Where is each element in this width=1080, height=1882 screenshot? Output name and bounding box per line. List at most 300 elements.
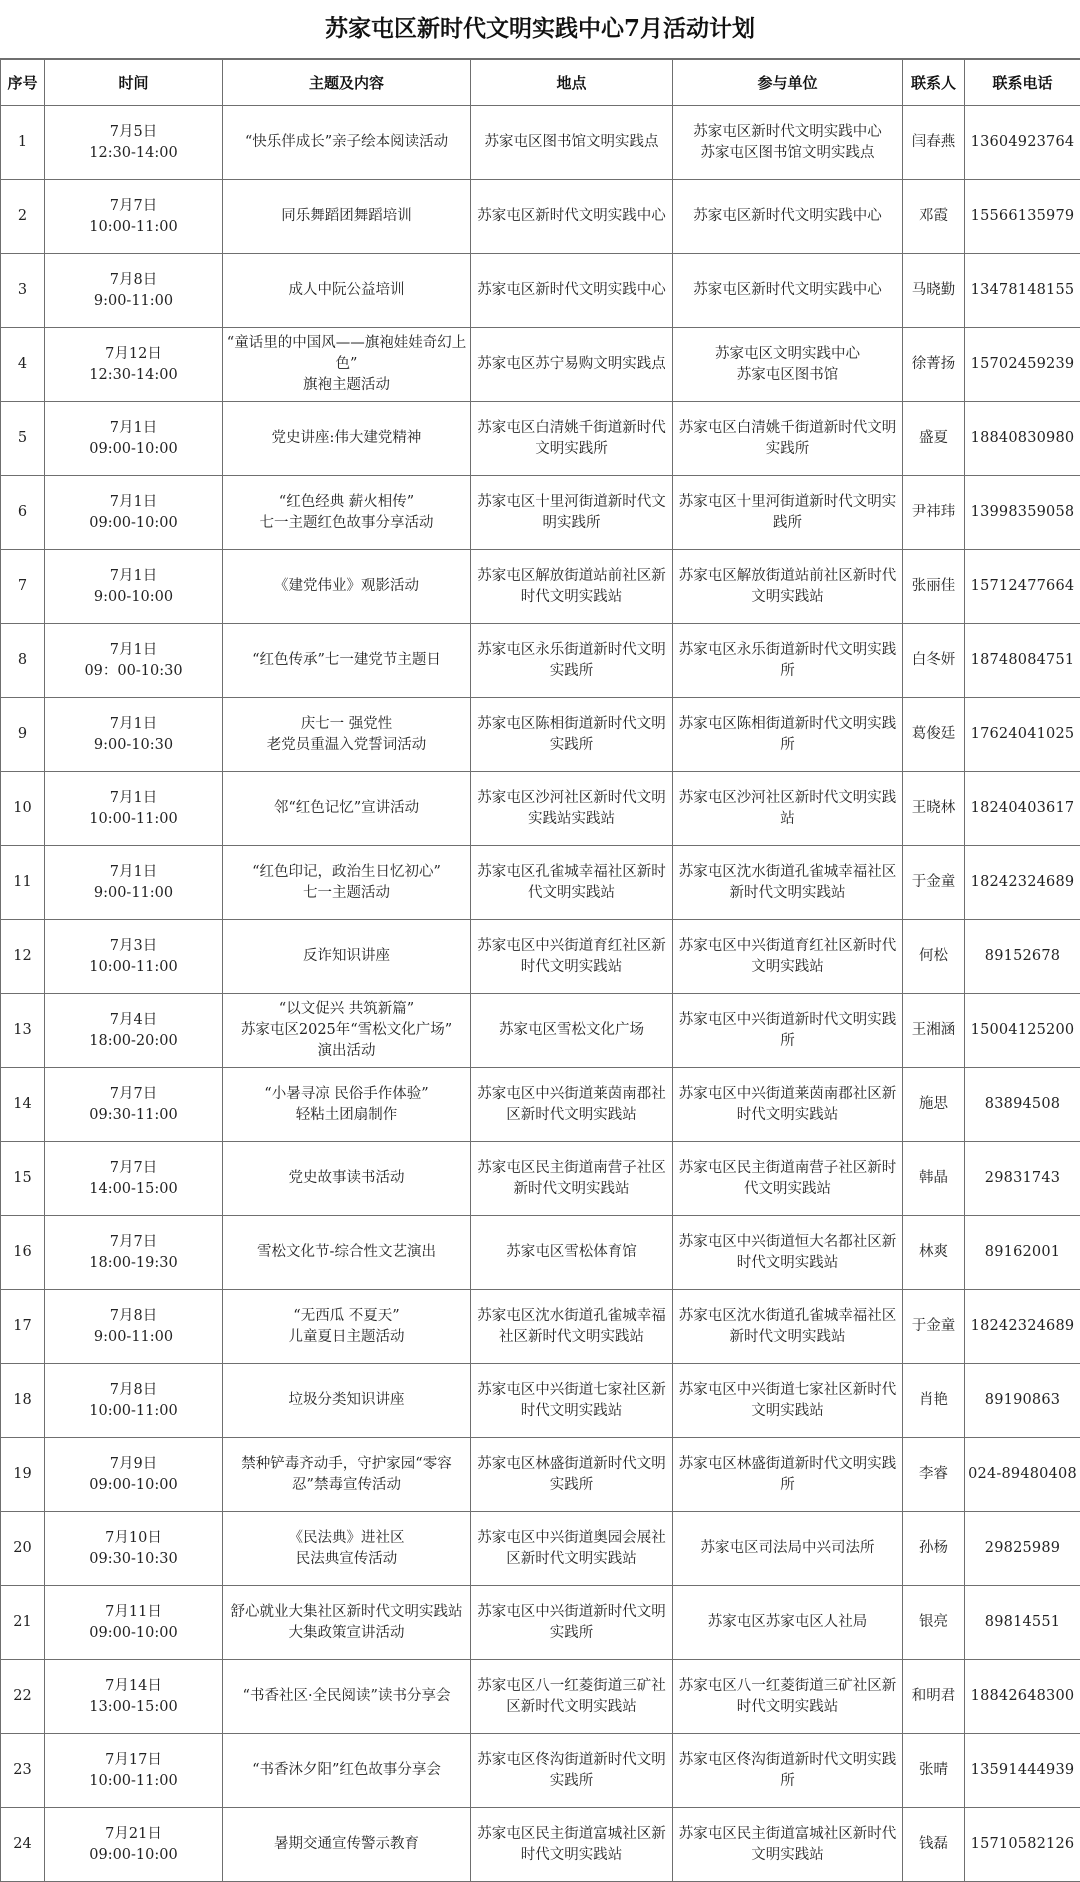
row-date: 7月1日: [48, 714, 219, 735]
row-contact: 王湘涵: [903, 994, 965, 1068]
row-time: [45, 1068, 223, 1142]
row-date: 7月1日: [48, 492, 219, 513]
row-phone: 15702459239: [965, 328, 1080, 402]
row-time-range: 9:00-11:00: [48, 883, 219, 904]
row-date: 7月11日: [48, 1602, 219, 1623]
row-number: 21: [1, 1586, 45, 1660]
row-date: 7月21日: [48, 1824, 219, 1845]
row-place-line: 苏家屯区林盛街道新时代文明实践所: [474, 1454, 669, 1496]
row-time-range: 10:00-11:00: [48, 809, 219, 830]
row-units: [673, 1660, 903, 1734]
row-time: [45, 1586, 223, 1660]
table-row: [1, 1512, 1080, 1586]
table-body: [1, 106, 1080, 1882]
row-date: 7月1日: [48, 566, 219, 587]
row-topic: [223, 772, 471, 846]
row-units-line: 苏家屯区新时代文明实践中心: [676, 206, 899, 227]
row-topic-line: 反诈知识讲座: [226, 946, 467, 967]
row-place: [471, 1438, 673, 1512]
row-time-range: 18:00-20:00: [48, 1031, 219, 1052]
row-time-range: 12:30-14:00: [48, 143, 219, 164]
row-units: [673, 772, 903, 846]
row-time-range: 9:00-11:00: [48, 291, 219, 312]
row-contact: 施思: [903, 1068, 965, 1142]
row-time-range: 09：00-10:30: [48, 661, 219, 682]
row-place: [471, 1216, 673, 1290]
row-time: [45, 846, 223, 920]
table-row: [1, 328, 1080, 402]
row-number: 4: [1, 328, 45, 402]
row-topic: [223, 328, 471, 402]
row-place: [471, 402, 673, 476]
row-time: [45, 772, 223, 846]
row-place: [471, 1068, 673, 1142]
row-units: [673, 846, 903, 920]
row-place-line: 苏家屯区沙河社区新时代文明实践站实践站: [474, 788, 669, 830]
row-time: [45, 254, 223, 328]
row-contact: 李睿: [903, 1438, 965, 1512]
row-topic: [223, 1586, 471, 1660]
row-date: 7月5日: [48, 122, 219, 143]
row-number: 2: [1, 180, 45, 254]
row-time-range: 14:00-15:00: [48, 1179, 219, 1200]
row-number: 23: [1, 1734, 45, 1808]
row-number: 17: [1, 1290, 45, 1364]
row-place-line: 苏家屯区陈相街道新时代文明实践所: [474, 714, 669, 756]
row-contact: 闫春燕: [903, 106, 965, 180]
row-topic-line: 苏家屯区2025年“雪松文化广场”: [226, 1020, 467, 1041]
row-number: 8: [1, 624, 45, 698]
row-date: 7月7日: [48, 1232, 219, 1253]
table-row: [1, 106, 1080, 180]
row-units-line: 苏家屯区新时代文明实践中心: [676, 280, 899, 301]
table-row: [1, 550, 1080, 624]
row-units: [673, 920, 903, 994]
row-phone: 89152678: [965, 920, 1080, 994]
row-time: [45, 1364, 223, 1438]
row-topic-line: 垃圾分类知识讲座: [226, 1390, 467, 1411]
row-number: 3: [1, 254, 45, 328]
row-units: [673, 1512, 903, 1586]
row-place-line: 苏家屯区中兴街道奥园会展社区新时代文明实践站: [474, 1528, 669, 1570]
row-place-line: 苏家屯区中兴街道育红社区新时代文明实践站: [474, 936, 669, 978]
row-place-line: 苏家屯区沈水街道孔雀城幸福社区新时代文明实践站: [474, 1306, 669, 1348]
row-units-line: 苏家屯区十里河街道新时代文明实践所: [676, 492, 899, 534]
row-units-line: 苏家屯区白清姚千街道新时代文明实践所: [676, 418, 899, 460]
row-units-line: 苏家屯区解放街道站前社区新时代文明实践站: [676, 566, 899, 608]
row-topic-line: “以文促兴 共筑新篇”: [226, 999, 467, 1020]
row-date: 7月17日: [48, 1750, 219, 1771]
row-time: [45, 1142, 223, 1216]
row-units: [673, 328, 903, 402]
row-phone: 15712477664: [965, 550, 1080, 624]
table-row: [1, 920, 1080, 994]
row-topic: [223, 920, 471, 994]
row-date: 7月7日: [48, 1158, 219, 1179]
row-phone: 89190863: [965, 1364, 1080, 1438]
row-topic: [223, 106, 471, 180]
row-date: 7月1日: [48, 788, 219, 809]
row-units: [673, 550, 903, 624]
row-time-range: 09:00-10:00: [48, 1623, 219, 1644]
row-contact: 孙杨: [903, 1512, 965, 1586]
col-header-contact: 联系人: [903, 60, 965, 106]
row-phone: 18840830980: [965, 402, 1080, 476]
row-number: 20: [1, 1512, 45, 1586]
row-topic-line: “红色印记，政治生日忆初心”: [226, 862, 467, 883]
table-row: [1, 1142, 1080, 1216]
row-contact: 何松: [903, 920, 965, 994]
table-row: [1, 624, 1080, 698]
row-topic-line: 暑期交通宣传警示教育: [226, 1834, 467, 1855]
row-topic: [223, 846, 471, 920]
row-topic: [223, 254, 471, 328]
row-place-line: 苏家屯区新时代文明实践中心: [474, 280, 669, 301]
row-place-line: 苏家屯区中兴街道七家社区新时代文明实践站: [474, 1380, 669, 1422]
row-date: 7月1日: [48, 640, 219, 661]
row-phone: 89814551: [965, 1586, 1080, 1660]
row-time: [45, 328, 223, 402]
row-time-range: 10:00-11:00: [48, 957, 219, 978]
row-units: [673, 624, 903, 698]
row-time-range: 09:00-10:00: [48, 1475, 219, 1496]
row-date: 7月7日: [48, 1084, 219, 1105]
row-topic: [223, 180, 471, 254]
row-topic-line: 同乐舞蹈团舞蹈培训: [226, 206, 467, 227]
row-time: [45, 1216, 223, 1290]
row-units-line: 苏家屯区中兴街道七家社区新时代文明实践站: [676, 1380, 899, 1422]
row-place: [471, 1808, 673, 1882]
row-units: [673, 1068, 903, 1142]
row-contact: 马晓勤: [903, 254, 965, 328]
row-contact: 银亮: [903, 1586, 965, 1660]
row-units: [673, 1364, 903, 1438]
row-units: [673, 698, 903, 772]
row-contact: 于金童: [903, 1290, 965, 1364]
row-topic: [223, 1364, 471, 1438]
table-row: [1, 180, 1080, 254]
row-time-range: 09:00-10:00: [48, 1845, 219, 1866]
row-place: [471, 1586, 673, 1660]
table-row: [1, 476, 1080, 550]
row-topic: [223, 1660, 471, 1734]
row-date: 7月8日: [48, 1306, 219, 1327]
row-phone: 29831743: [965, 1142, 1080, 1216]
row-place: [471, 476, 673, 550]
table-row: [1, 994, 1080, 1068]
row-time-range: 9:00-10:30: [48, 735, 219, 756]
row-units: [673, 1290, 903, 1364]
table-row: [1, 1364, 1080, 1438]
row-place-line: 苏家屯区民主街道南营子社区新时代文明实践站: [474, 1158, 669, 1200]
row-units-line: 苏家屯区佟沟街道新时代文明实践所: [676, 1750, 899, 1792]
row-time: [45, 994, 223, 1068]
row-units: [673, 476, 903, 550]
table-row: [1, 1660, 1080, 1734]
row-contact: 张晴: [903, 1734, 965, 1808]
row-contact: 和明君: [903, 1660, 965, 1734]
row-time: [45, 1734, 223, 1808]
row-units-line: 苏家屯区中兴街道育红社区新时代文明实践站: [676, 936, 899, 978]
row-topic: [223, 994, 471, 1068]
row-place: [471, 1142, 673, 1216]
row-units-line: 苏家屯区司法局中兴司法所: [676, 1538, 899, 1559]
table-row: [1, 1290, 1080, 1364]
row-date: 7月9日: [48, 1454, 219, 1475]
row-place: [471, 920, 673, 994]
row-time: [45, 180, 223, 254]
page-title: 苏家屯区新时代文明实践中心7月活动计划: [0, 0, 1080, 59]
row-contact: 白冬妍: [903, 624, 965, 698]
row-place: [471, 1364, 673, 1438]
row-date: 7月1日: [48, 862, 219, 883]
row-phone: 15566135979: [965, 180, 1080, 254]
row-phone: 15004125200: [965, 994, 1080, 1068]
row-date: 7月12日: [48, 344, 219, 365]
row-time-range: 9:00-11:00: [48, 1327, 219, 1348]
row-units-line: 苏家屯区中兴街道莱茵南郡社区新时代文明实践站: [676, 1084, 899, 1126]
row-place: [471, 772, 673, 846]
row-topic: [223, 1438, 471, 1512]
row-time: [45, 550, 223, 624]
row-place: [471, 254, 673, 328]
row-time: [45, 624, 223, 698]
row-topic-line: 儿童夏日主题活动: [226, 1327, 467, 1348]
row-topic-line: 老党员重温入党誓词活动: [226, 735, 467, 756]
row-time-range: 18:00-19:30: [48, 1253, 219, 1274]
row-time: [45, 402, 223, 476]
row-number: 24: [1, 1808, 45, 1882]
table-row: [1, 1734, 1080, 1808]
row-time: [45, 698, 223, 772]
row-number: 5: [1, 402, 45, 476]
table-row: [1, 402, 1080, 476]
row-phone: 13604923764: [965, 106, 1080, 180]
row-topic-line: 《建党伟业》观影活动: [226, 576, 467, 597]
row-units-line: 苏家屯区民主街道富城社区新时代文明实践站: [676, 1824, 899, 1866]
row-number: 15: [1, 1142, 45, 1216]
row-place-line: 苏家屯区新时代文明实践中心: [474, 206, 669, 227]
row-place: [471, 1660, 673, 1734]
table-row: [1, 1808, 1080, 1882]
table-row: [1, 772, 1080, 846]
row-topic: [223, 1290, 471, 1364]
row-topic: [223, 476, 471, 550]
row-units-line: 苏家屯区八一红菱街道三矿社区新时代文明实践站: [676, 1676, 899, 1718]
row-number: 11: [1, 846, 45, 920]
row-place-line: 苏家屯区佟沟街道新时代文明实践所: [474, 1750, 669, 1792]
row-topic-line: 庆七一 强党性: [226, 714, 467, 735]
row-topic-line: “红色传承”七一建党节主题日: [226, 650, 467, 671]
row-phone: 18242324689: [965, 846, 1080, 920]
row-number: 14: [1, 1068, 45, 1142]
row-units: [673, 1216, 903, 1290]
row-contact: 韩晶: [903, 1142, 965, 1216]
row-units-line: 苏家屯区中兴街道恒大名都社区新时代文明实践站: [676, 1232, 899, 1274]
row-place: [471, 180, 673, 254]
row-date: 7月10日: [48, 1528, 219, 1549]
row-units: [673, 1142, 903, 1216]
row-time: [45, 1512, 223, 1586]
row-contact: 张丽佳: [903, 550, 965, 624]
row-time-range: 10:00-11:00: [48, 1401, 219, 1422]
row-units: [673, 254, 903, 328]
row-topic: [223, 624, 471, 698]
row-topic-line: 七一主题红色故事分享活动: [226, 513, 467, 534]
row-units-line: 苏家屯区文明实践中心: [676, 344, 899, 365]
row-place: [471, 1512, 673, 1586]
row-topic: [223, 550, 471, 624]
row-units: [673, 1808, 903, 1882]
table-row: [1, 1068, 1080, 1142]
row-contact: 肖艳: [903, 1364, 965, 1438]
row-place-line: 苏家屯区中兴街道新时代文明实践所: [474, 1602, 669, 1644]
row-contact: 钱磊: [903, 1808, 965, 1882]
row-time: [45, 920, 223, 994]
row-place-line: 苏家屯区孔雀城幸福社区新时代文明实践站: [474, 862, 669, 904]
row-contact: 徐菁扬: [903, 328, 965, 402]
row-time: [45, 476, 223, 550]
row-time-range: 09:00-10:00: [48, 439, 219, 460]
row-contact: 盛夏: [903, 402, 965, 476]
row-topic-line: 民法典宣传活动: [226, 1549, 467, 1570]
table-row: [1, 698, 1080, 772]
row-topic: [223, 1068, 471, 1142]
row-contact: 尹祎玮: [903, 476, 965, 550]
row-time-range: 09:30-11:00: [48, 1105, 219, 1126]
row-number: 16: [1, 1216, 45, 1290]
row-units-line: 苏家屯区沈水街道孔雀城幸福社区新时代文明实践站: [676, 862, 899, 904]
row-place-line: 苏家屯区永乐街道新时代文明实践所: [474, 640, 669, 682]
row-place: [471, 994, 673, 1068]
col-header-time: 时间: [45, 60, 223, 106]
row-place: [471, 698, 673, 772]
row-phone: 18842648300: [965, 1660, 1080, 1734]
row-time-range: 9:00-10:00: [48, 587, 219, 608]
row-place: [471, 1290, 673, 1364]
row-place-line: 苏家屯区白清姚千街道新时代文明实践所: [474, 418, 669, 460]
row-units: [673, 1586, 903, 1660]
table-header-row: [1, 60, 1080, 106]
row-place: [471, 550, 673, 624]
row-place: [471, 1734, 673, 1808]
row-date: 7月8日: [48, 1380, 219, 1401]
row-time: [45, 1660, 223, 1734]
col-header-place: 地点: [471, 60, 673, 106]
row-units-line: 苏家屯区林盛街道新时代文明实践所: [676, 1454, 899, 1496]
row-units-line: 苏家屯区图书馆: [676, 365, 899, 386]
row-topic-line: 旗袍主题活动: [226, 375, 467, 396]
row-place-line: 苏家屯区雪松文化广场: [474, 1020, 669, 1041]
row-time-range: 09:00-10:00: [48, 513, 219, 534]
row-phone: 18240403617: [965, 772, 1080, 846]
row-contact: 于金童: [903, 846, 965, 920]
table-row: [1, 1216, 1080, 1290]
row-date: 7月1日: [48, 418, 219, 439]
row-phone: 18242324689: [965, 1290, 1080, 1364]
row-phone: 29825989: [965, 1512, 1080, 1586]
row-place: [471, 106, 673, 180]
row-units-line: 苏家屯区沈水街道孔雀城幸福社区新时代文明实践站: [676, 1306, 899, 1348]
row-date: 7月4日: [48, 1010, 219, 1031]
row-time-range: 13:00-15:00: [48, 1697, 219, 1718]
row-units-line: 苏家屯区中兴街道新时代文明实践所: [676, 1010, 899, 1052]
row-place-line: 苏家屯区图书馆文明实践点: [474, 132, 669, 153]
row-time: [45, 106, 223, 180]
row-phone: 17624041025: [965, 698, 1080, 772]
row-phone: 15710582126: [965, 1808, 1080, 1882]
row-topic-line: “小暑寻凉 民俗手作体验”: [226, 1084, 467, 1105]
row-topic-line: 轻粘土团扇制作: [226, 1105, 467, 1126]
row-topic-line: 党史讲座:伟大建党精神: [226, 428, 467, 449]
row-topic: [223, 402, 471, 476]
row-topic-line: “快乐伴成长”亲子绘本阅读活动: [226, 132, 467, 153]
row-units-line: 苏家屯区永乐街道新时代文明实践所: [676, 640, 899, 682]
row-date: 7月14日: [48, 1676, 219, 1697]
row-units-line: 苏家屯区图书馆文明实践点: [676, 143, 899, 164]
row-number: 22: [1, 1660, 45, 1734]
row-place-line: 苏家屯区十里河街道新时代文明实践所: [474, 492, 669, 534]
row-topic: [223, 1808, 471, 1882]
row-place-line: 苏家屯区中兴街道莱茵南郡社区新时代文明实践站: [474, 1084, 669, 1126]
row-units: [673, 402, 903, 476]
row-contact: 邓霞: [903, 180, 965, 254]
col-header-phone: 联系电话: [965, 60, 1080, 106]
table-row: [1, 1586, 1080, 1660]
row-place: [471, 846, 673, 920]
row-units: [673, 106, 903, 180]
row-topic-line: “书香沐夕阳”红色故事分享会: [226, 1760, 467, 1781]
row-contact: 林爽: [903, 1216, 965, 1290]
row-topic: [223, 1142, 471, 1216]
table-row: [1, 254, 1080, 328]
row-topic-line: 邻“红色记忆”宣讲活动: [226, 798, 467, 819]
row-topic-line: 禁种铲毒齐动手，守护家园“零容忍”禁毒宣传活动: [226, 1454, 467, 1496]
col-header-topic: 主题及内容: [223, 60, 471, 106]
row-topic-line: 成人中阮公益培训: [226, 280, 467, 301]
row-topic-line: “无西瓜 不夏天”: [226, 1306, 467, 1327]
row-topic-line: 演出活动: [226, 1041, 467, 1062]
row-number: 6: [1, 476, 45, 550]
row-topic-line: 党史故事读书活动: [226, 1168, 467, 1189]
row-units-line: 苏家屯区陈相街道新时代文明实践所: [676, 714, 899, 756]
row-place-line: 苏家屯区八一红菱街道三矿社区新时代文明实践站: [474, 1676, 669, 1718]
row-date: 7月3日: [48, 936, 219, 957]
row-topic-line: 《民法典》进社区: [226, 1528, 467, 1549]
row-phone: 83894508: [965, 1068, 1080, 1142]
row-date: 7月8日: [48, 270, 219, 291]
row-number: 9: [1, 698, 45, 772]
row-number: 7: [1, 550, 45, 624]
row-place-line: 苏家屯区雪松体育馆: [474, 1242, 669, 1263]
row-place-line: 苏家屯区苏宁易购文明实践点: [474, 354, 669, 375]
row-units-line: 苏家屯区苏家屯区人社局: [676, 1612, 899, 1633]
row-topic-line: “童话里的中国风——旗袍娃娃奇幻上色”: [226, 333, 467, 375]
row-phone: 13478148155: [965, 254, 1080, 328]
row-place: [471, 624, 673, 698]
row-phone: 89162001: [965, 1216, 1080, 1290]
row-topic-line: “书香社区·全民阅读”读书分享会: [226, 1686, 467, 1707]
row-units-line: 苏家屯区民主街道南营子社区新时代文明实践站: [676, 1158, 899, 1200]
row-units: [673, 1438, 903, 1512]
row-topic: [223, 1216, 471, 1290]
row-number: 12: [1, 920, 45, 994]
row-contact: 葛俊廷: [903, 698, 965, 772]
row-units-line: 苏家屯区新时代文明实践中心: [676, 122, 899, 143]
row-units: [673, 994, 903, 1068]
row-topic-line: “红色经典 薪火相传”: [226, 492, 467, 513]
row-number: 18: [1, 1364, 45, 1438]
